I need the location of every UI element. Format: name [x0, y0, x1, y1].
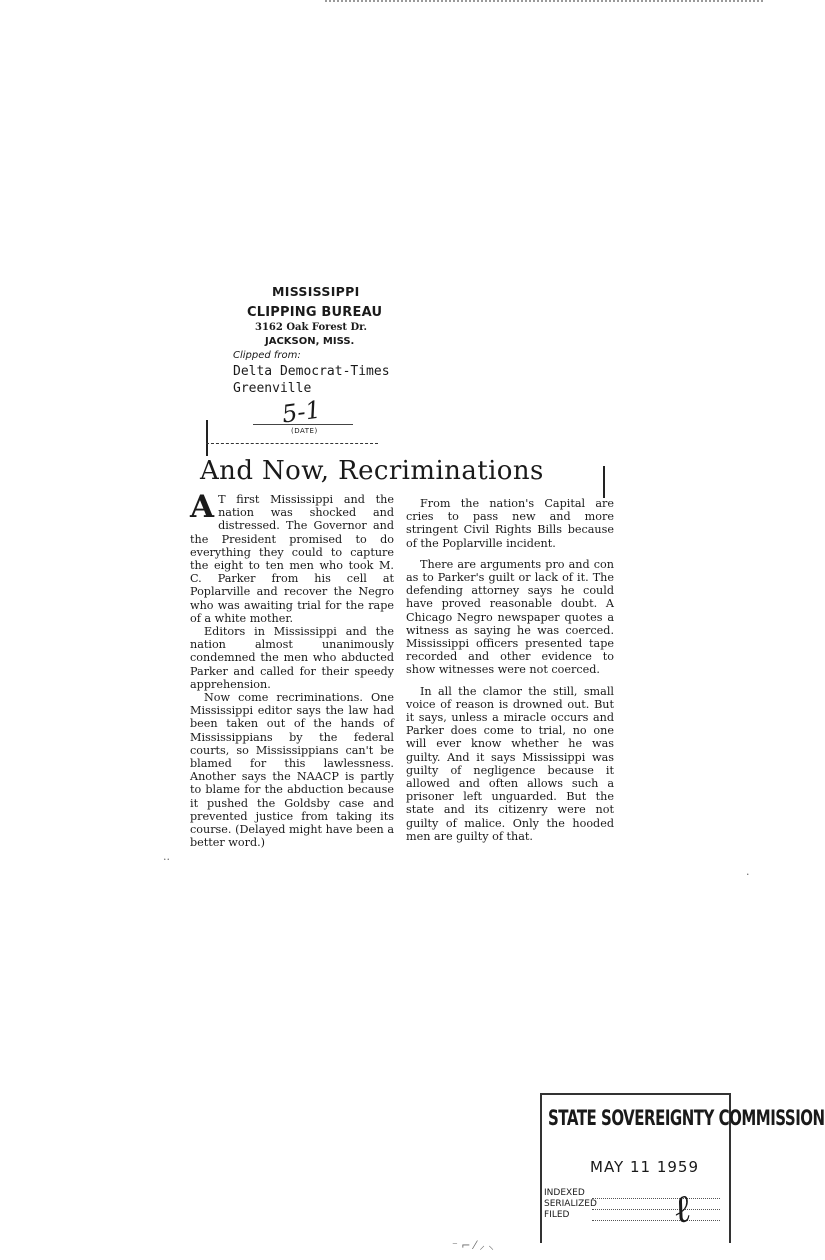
stamp-title: STATE SOVEREIGNTY COMMISSION: [548, 1105, 825, 1131]
bureau-name-line2: CLIPPING BUREAU: [247, 305, 383, 320]
bureau-address-city: JACKSON, MISS.: [265, 336, 355, 347]
scan-speck: ·: [746, 868, 750, 881]
clipping-cut-mark-horizontal: [206, 443, 378, 444]
clipping-cut-mark-vertical: [206, 420, 208, 456]
clipped-from-label: Clipped from:: [233, 350, 301, 361]
stamp-field-line: [592, 1209, 720, 1210]
article-paragraph: In all the clamor the still, small voice of reason is drowned out. But it says, unless a miracle occurs and Parker does come to trial, no one will ever know whether he was guilty. And it says Mississippi was guilty of negligence because it allowed and often allows such a prisoner left unguarded. But the state and its citizenry were not guilty of malice. Only the hooded men are guilty of that.: [406, 684, 614, 843]
stamp-field-filed: FILED: [544, 1210, 570, 1220]
stamp-field-serialized: SERIALIZED: [544, 1199, 597, 1209]
stamp-field-line: [592, 1198, 720, 1199]
scan-speck: ⁻ ⌐ ⁄ ⸝ ⸜: [452, 1239, 494, 1252]
sovereignty-commission-stamp: [540, 1093, 825, 1243]
clipping-edge-mark: [603, 466, 605, 498]
date-underline: [253, 424, 353, 425]
newspaper-name: Delta Democrat-Times: [233, 364, 390, 379]
article-headline: And Now, Recriminations: [200, 456, 544, 486]
article-paragraph: From the nation's Capital are cries to pass new and more stringent Civil Rights Bills because of the Poplarville incident.: [406, 497, 614, 550]
handwritten-date: 5-1: [280, 395, 323, 429]
article-paragraph: [190, 489, 394, 625]
article-paragraph: Now come recriminations. One Mississippi editor says the law had been taken out of the hands of Mississippians by the federal courts, so Mississippians can't be blamed for this lawlessness. Another says the NAACP is partly to blame for the abduction because it pushed the Goldsby case and prevented justice from taking its course. (Delayed might have been a better word.): [190, 691, 394, 850]
top-dotted-border: [325, 0, 763, 5]
stamp-date: MAY 11 1959: [590, 1158, 699, 1176]
stamp-field-indexed: INDEXED: [544, 1188, 585, 1198]
article-column-right: [406, 497, 614, 843]
paragraph-text: T first Mississippi and the nation was shocked and distressed. The Governor and the President promised to do everything they could to capture the eight to ten men who took M. C. Parker from his cell at Poplarville and recover the Negro who was awaiting trial for the rape of a white mother.: [190, 493, 394, 625]
article-paragraph: There are arguments pro and con as to Parker's guilt or lack of it. The defending attorney says he could have proved reasonable doubt. A Chicago Negro newspaper quotes a witness as saying he was coerced. Mississippi officers presented tape recorded and other evidence to show witnesses were not coerced.: [406, 557, 614, 677]
article-paragraph: Editors in Mississippi and the nation almost unanimously condemned the men who abducted Parker and called for their speedy apprehension.: [190, 625, 394, 691]
stamp-field-line: [592, 1220, 720, 1221]
scan-speck: ..: [163, 850, 170, 863]
bureau-address-street: 3162 Oak Forest Dr.: [255, 322, 368, 333]
bureau-name-line1: MISSISSIPPI: [272, 284, 360, 299]
article-column-left: [190, 489, 394, 850]
handwritten-initial: ℓ: [669, 1185, 695, 1233]
drop-cap: A: [190, 489, 215, 525]
newspaper-city: Greenville: [233, 381, 312, 396]
date-label: (DATE): [291, 427, 318, 435]
